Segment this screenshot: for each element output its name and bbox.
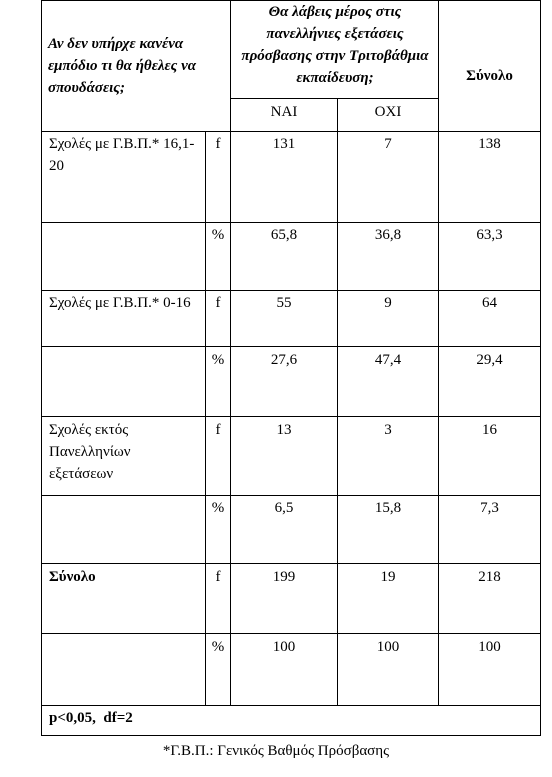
cell-yes: 13 bbox=[276, 422, 292, 438]
cell-total: 64 bbox=[482, 295, 497, 311]
footnote: *Γ.Β.Π.: Γενικός Βαθμός Πρόσβασης bbox=[162, 743, 390, 759]
cell-total: 29,4 bbox=[476, 352, 503, 368]
row-type-percent: % bbox=[211, 227, 225, 243]
cell-no: 3 bbox=[384, 422, 392, 438]
cell-no: 47,4 bbox=[374, 352, 402, 368]
statistics-note: p<0,05, df=2 bbox=[49, 710, 133, 726]
cell-no: 7 bbox=[384, 136, 392, 152]
row-type-f: f bbox=[215, 136, 221, 152]
column-no-header: ΟΧΙ bbox=[374, 104, 402, 120]
cell-no: 15,8 bbox=[374, 500, 402, 516]
cell-total: 100 bbox=[478, 639, 501, 655]
cell-total: 218 bbox=[478, 569, 501, 585]
row-label-gvp-16-20: Σχολές με Γ.Β.Π.* 16,1-20 bbox=[49, 136, 195, 174]
cell-yes: 27,6 bbox=[270, 352, 298, 368]
cell-no: 19 bbox=[380, 569, 396, 585]
cell-yes: 65,8 bbox=[270, 227, 298, 243]
cell-total: 16 bbox=[482, 422, 497, 438]
cell-yes: 131 bbox=[272, 136, 296, 152]
exam-participation-header: Θα λάβεις μέρος στις πανελλήνιες εξετάσεις πρόσβασης στην Τριτοβάθμια εκπαίδευση; bbox=[241, 4, 429, 86]
row-type-percent: % bbox=[211, 352, 225, 368]
row-label-gvp-0-16: Σχολές με Γ.Β.Π.* 0-16 bbox=[49, 295, 191, 311]
row-type-percent: % bbox=[211, 500, 225, 516]
cell-yes: 6,5 bbox=[274, 500, 294, 516]
cell-total: 63,3 bbox=[476, 227, 503, 243]
cell-no: 36,8 bbox=[374, 227, 402, 243]
cell-total: 7,3 bbox=[480, 500, 499, 516]
cell-total: 138 bbox=[478, 136, 501, 152]
cell-yes: 199 bbox=[272, 569, 296, 585]
row-type-f: f bbox=[215, 422, 221, 438]
row-label-total: Σύνολο bbox=[49, 569, 96, 585]
cell-no: 9 bbox=[384, 295, 392, 311]
cell-yes: 100 bbox=[272, 639, 296, 655]
cell-yes: 55 bbox=[276, 295, 292, 311]
row-type-percent: % bbox=[211, 639, 225, 655]
cell-no: 100 bbox=[376, 639, 400, 655]
column-yes-header: ΝΑΙ bbox=[270, 104, 298, 120]
row-type-f: f bbox=[215, 295, 221, 311]
crosstab-table bbox=[41, 0, 541, 736]
row-type-f: f bbox=[215, 569, 221, 585]
question-header: Αν δεν υπήρχε κανένα εμπόδιο τι θα ήθελες να σπουδάσεις; bbox=[48, 36, 197, 96]
row-label-non-panhellenic: Σχολές εκτός Πανελληνίων εξετάσεων bbox=[49, 422, 131, 482]
column-total-header: Σύνολο bbox=[466, 68, 513, 84]
